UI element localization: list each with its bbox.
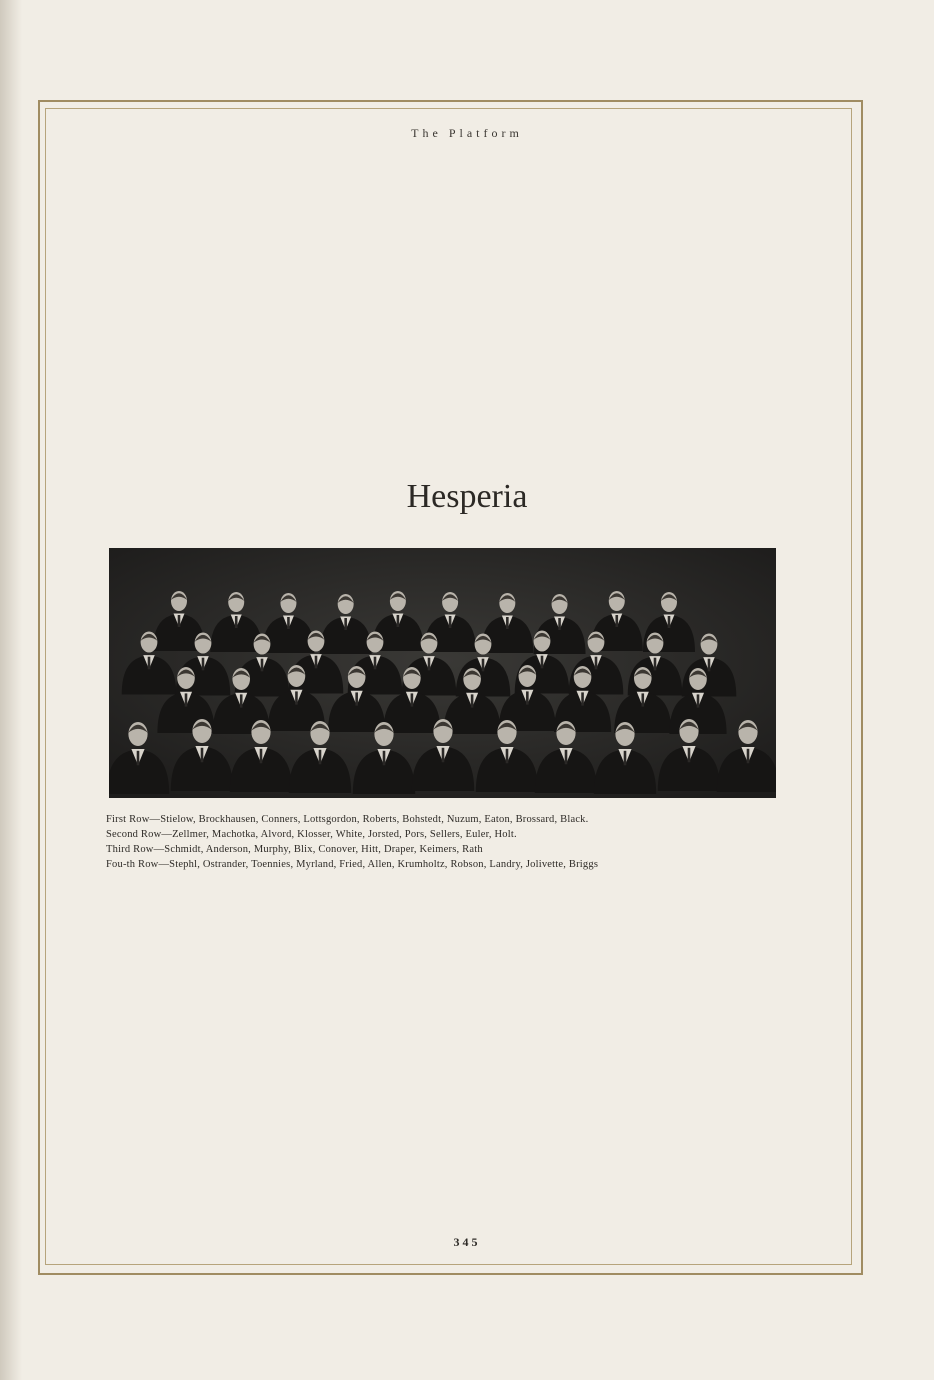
group-photograph	[109, 548, 776, 798]
page-gutter-shadow	[0, 0, 22, 1380]
group-photo-image	[109, 548, 776, 798]
caption-fourth-row: Fou-th Row—Stephl, Ostrander, Toennies, Myrland, Fried, Allen, Krumholtz, Robson, Landry, Jolivette, Briggs	[106, 859, 599, 870]
caption-second-row: Second Row—Zellmer, Machotka, Alvord, Klosser, White, Jorsted, Pors, Sellers, Euler, Holt.	[106, 829, 517, 840]
photo-caption	[106, 812, 796, 872]
page-title: Hesperia	[406, 478, 528, 515]
page-number: 345	[453, 1235, 481, 1249]
running-head: The Platform	[411, 126, 523, 140]
caption-first-row: First Row—Stielow, Brockhausen, Conners, Lottsgordon, Roberts, Bohstedt, Nuzum, Eaton, Brossard, Black.	[106, 814, 589, 825]
caption-third-row: Third Row—Schmidt, Anderson, Murphy, Blix, Conover, Hitt, Draper, Keimers, Rath	[106, 844, 483, 855]
